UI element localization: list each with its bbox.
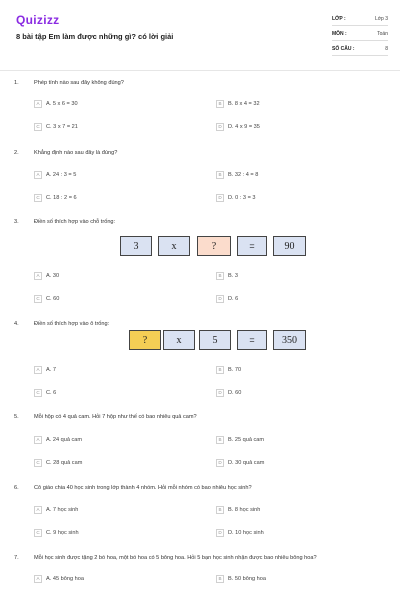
equation-row: [0, 236, 400, 258]
option-b[interactable]: [216, 170, 356, 179]
option-text: A. 7: [46, 366, 56, 373]
option-letter: C: [34, 194, 42, 202]
option-letter: A: [34, 366, 42, 374]
option-letter: B: [216, 171, 224, 179]
question-text: Mỗi hộp có 4 quả cam. Hỏi 7 hộp như thế có bao nhiêu quả cam?: [34, 414, 197, 420]
question-text: Điền số thích hợp vào chỗ trống:: [34, 219, 116, 225]
question-number: 4.: [14, 321, 19, 327]
equation-row: [0, 330, 400, 352]
question-text: Điền số thích hợp vào ô trống:: [34, 321, 110, 327]
page-title: 8 bài tập Em làm được những gì? có lời giải: [16, 32, 174, 41]
option-text: A. 5 x 6 = 30: [46, 100, 78, 107]
option-b[interactable]: [216, 271, 356, 280]
option-letter: A: [34, 272, 42, 280]
option-a[interactable]: [34, 99, 174, 108]
option-text: B. 70: [228, 366, 242, 373]
option-letter: D: [216, 529, 224, 537]
option-letter: B: [216, 100, 224, 108]
question-number: 3.: [14, 219, 19, 225]
quizizz-logo[interactable]: Quizizz: [16, 13, 60, 27]
option-text: D. 0 : 3 = 3: [228, 194, 256, 201]
option-d[interactable]: [216, 528, 356, 537]
option-b[interactable]: [216, 574, 356, 583]
option-text: D. 60: [228, 389, 242, 396]
equation-blank-box[interactable]: ?: [197, 236, 231, 256]
option-b[interactable]: [216, 99, 356, 108]
option-letter: C: [34, 459, 42, 467]
option-letter: D: [216, 295, 224, 303]
option-text: C. 28 quả cam: [46, 459, 83, 466]
option-text: B. 25 quả cam: [228, 436, 265, 443]
option-text: D. 30 quả cam: [228, 459, 265, 466]
option-letter: B: [216, 506, 224, 514]
option-a[interactable]: [34, 574, 174, 583]
meta-grade-label: LỚP :: [332, 16, 346, 22]
option-text: A. 30: [46, 272, 60, 279]
option-d[interactable]: [216, 458, 356, 467]
meta-count-value: 8: [385, 46, 388, 52]
option-text: B. 3: [228, 272, 238, 279]
equation-number-box: 3: [120, 236, 152, 256]
divider: [332, 25, 388, 26]
option-letter: C: [34, 529, 42, 537]
equation-number-box: 5: [199, 330, 231, 350]
option-text: D. 4 x 9 = 35: [228, 123, 260, 130]
option-c[interactable]: [34, 458, 174, 467]
option-a[interactable]: [34, 271, 174, 280]
option-text: C. 18 : 2 = 6: [46, 194, 77, 201]
option-b[interactable]: [216, 505, 356, 514]
option-letter: D: [216, 123, 224, 131]
equation-operator-box: x: [163, 330, 195, 350]
question-text: Cô giáo chia 40 học sinh trong lớp thành 4 nhóm. Hỏi mỗi nhóm có bao nhiêu học sinh?: [34, 485, 252, 491]
equation-result-box: 90: [273, 236, 306, 256]
option-text: B. 50 bông hoa: [228, 575, 266, 582]
option-text: D. 6: [228, 295, 239, 302]
option-d[interactable]: [216, 388, 356, 397]
equation-equals-box: =: [237, 330, 267, 350]
equation-operator-box: x: [158, 236, 190, 256]
option-text: C. 3 x 7 = 21: [46, 123, 78, 130]
question-number: 2.: [14, 150, 19, 156]
option-a[interactable]: [34, 505, 174, 514]
option-letter: B: [216, 366, 224, 374]
question-number: 5.: [14, 414, 19, 420]
question-number: 6.: [14, 485, 19, 491]
option-text: B. 8 x 4 = 32: [228, 100, 260, 107]
option-text: A. 7 học sinh: [46, 506, 79, 513]
option-text: C. 60: [46, 295, 60, 302]
meta-grade-value: Lớp 3: [374, 16, 388, 22]
header-divider: [0, 70, 400, 71]
option-a[interactable]: [34, 435, 174, 444]
option-b[interactable]: [216, 365, 356, 374]
option-letter: A: [34, 100, 42, 108]
option-c[interactable]: [34, 528, 174, 537]
question-text: Mỗi học sinh được tặng 2 bó hoa, một bó hoa có 5 bông hoa. Hỏi 5 bạn học sinh nhận được bao nhiêu bông hoa?: [34, 555, 317, 561]
option-c[interactable]: [34, 388, 174, 397]
question-number: 7.: [14, 555, 19, 561]
option-a[interactable]: [34, 365, 174, 374]
option-text: B. 32 : 4 = 8: [228, 171, 259, 178]
divider: [332, 40, 388, 41]
divider: [332, 55, 388, 56]
option-d[interactable]: [216, 122, 356, 131]
option-d[interactable]: [216, 193, 356, 202]
equation-result-box: 350: [273, 330, 306, 350]
question-text: Khẳng định nào sau đây là đúng?: [34, 150, 118, 156]
option-letter: A: [34, 506, 42, 514]
option-letter: C: [34, 123, 42, 131]
option-letter: C: [34, 389, 42, 397]
equation-blank-box[interactable]: ?: [129, 330, 161, 350]
option-text: D. 10 học sinh: [228, 529, 264, 536]
option-text: B. 8 học sinh: [228, 506, 261, 513]
option-letter: A: [34, 436, 42, 444]
option-d[interactable]: [216, 294, 356, 303]
option-c[interactable]: [34, 122, 174, 131]
option-letter: D: [216, 459, 224, 467]
option-text: A. 24 quả cam: [46, 436, 83, 443]
option-letter: A: [34, 575, 42, 583]
meta-subject-value: Toán: [377, 31, 388, 37]
option-c[interactable]: [34, 193, 174, 202]
option-text: A. 24 : 3 = 5: [46, 171, 77, 178]
option-text: A. 45 bông hoa: [46, 575, 84, 582]
option-letter: B: [216, 575, 224, 583]
equation-equals-box: =: [237, 236, 267, 256]
option-letter: D: [216, 194, 224, 202]
option-letter: C: [34, 295, 42, 303]
worksheet-header: [0, 0, 400, 70]
option-a[interactable]: [34, 170, 174, 179]
meta-subject-label: MÔN :: [332, 31, 347, 37]
question-number: 1.: [14, 80, 19, 86]
option-letter: B: [216, 272, 224, 280]
option-b[interactable]: [216, 435, 356, 444]
option-c[interactable]: [34, 294, 174, 303]
question-text: Phép tính nào sau đây không đúng?: [34, 80, 124, 86]
meta-count-label: SỐ CÂU :: [332, 46, 355, 52]
option-letter: D: [216, 389, 224, 397]
option-text: C. 6: [46, 389, 57, 396]
option-text: C. 9 học sinh: [46, 529, 79, 536]
option-letter: A: [34, 171, 42, 179]
option-letter: B: [216, 436, 224, 444]
